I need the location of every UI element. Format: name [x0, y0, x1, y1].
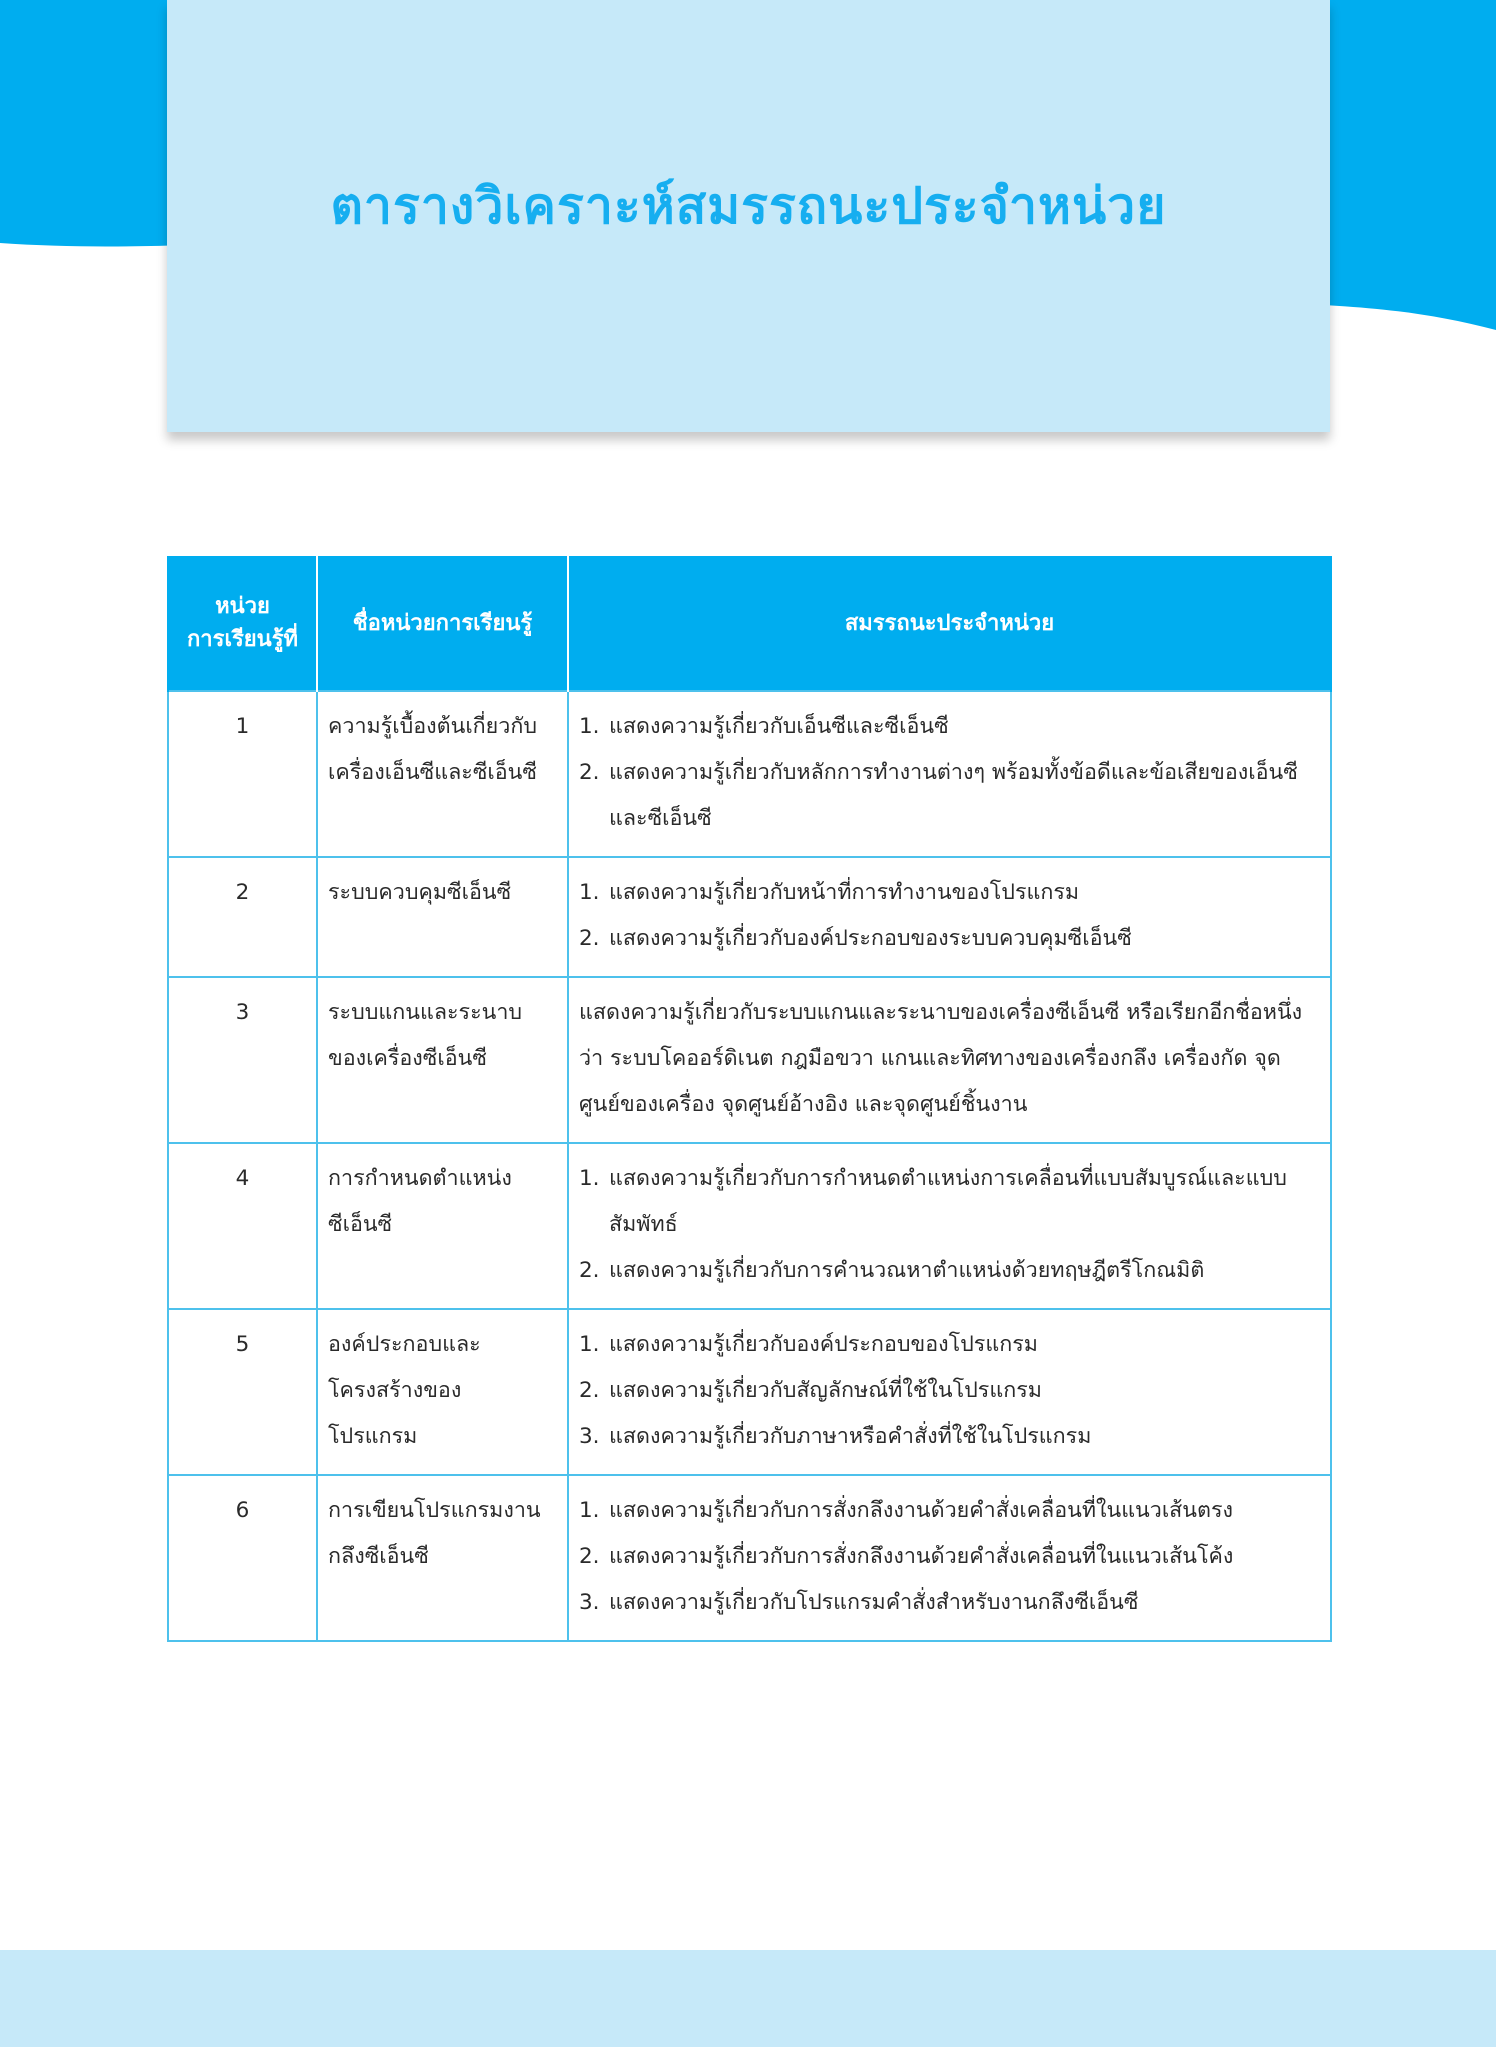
- competency-text: แสดงความรู้เกี่ยวกับองค์ประกอบของโปรแกรม: [609, 1332, 1038, 1357]
- competency-index: 2.: [579, 1378, 600, 1403]
- unit-name-cell: [317, 691, 568, 857]
- unit-name-line: กลึงซีเอ็นซี: [328, 1544, 429, 1569]
- competency-text: แสดงความรู้เกี่ยวกับการคำนวณหาตำแหน่งด้วยทฤษฎีตรีโกณมิติ: [609, 1258, 1205, 1283]
- table-row: [168, 691, 1331, 857]
- unit-name-line: เครื่องเอ็นซีและซีเอ็นซี: [328, 760, 537, 785]
- unit-name-line: ระบบควบคุมซีเอ็นซี: [328, 880, 512, 905]
- competency-index: 1.: [579, 880, 600, 905]
- competency-list: [579, 1322, 1320, 1460]
- table-row: [168, 977, 1331, 1143]
- competency-text: แสดงความรู้เกี่ยวกับองค์ประกอบของระบบควบคุมซีเอ็นซี: [609, 926, 1132, 951]
- table-body: [168, 691, 1331, 1641]
- unit-name-cell: [317, 1309, 568, 1475]
- unit-name-cell: [317, 857, 568, 977]
- competency-index: 1.: [579, 1332, 600, 1357]
- competency-table-container: [167, 556, 1330, 1642]
- header-competency: สมรรถนะประจำหน่วย: [568, 556, 1331, 691]
- competency-text: แสดงความรู้เกี่ยวกับหน้าที่การทำงานของโปรแกรม: [609, 880, 1080, 905]
- competency-index: 2.: [579, 1544, 600, 1569]
- competency-item: [579, 1534, 1320, 1580]
- competency-index: 1.: [579, 1498, 600, 1523]
- unit-number-cell: 1: [168, 691, 317, 857]
- competency-item: [579, 1488, 1320, 1534]
- unit-name-line: การเขียนโปรแกรมงาน: [328, 1498, 541, 1523]
- competency-list: [579, 1156, 1320, 1294]
- unit-name-line: ของเครื่องซีเอ็นซี: [328, 1046, 487, 1071]
- unit-number-cell: 6: [168, 1475, 317, 1641]
- competency-index: 1.: [579, 714, 600, 739]
- competency-cell: [568, 857, 1331, 977]
- competency-item: [579, 704, 1320, 750]
- competency-item: [579, 1368, 1320, 1414]
- competency-index: 2.: [579, 926, 600, 951]
- table-header-row: [168, 556, 1331, 691]
- competency-text: แสดงความรู้เกี่ยวกับการกำหนดตำแหน่งการเคลื่อนที่แบบสัมบูรณ์และแบบสัมพัทธ์: [609, 1166, 1287, 1237]
- footer-band: [0, 1950, 1496, 2047]
- competency-index: 1.: [579, 1166, 600, 1191]
- unit-name-cell: [317, 1475, 568, 1641]
- competency-cell: [568, 1309, 1331, 1475]
- table-row: [168, 1475, 1331, 1641]
- unit-name-cell: [317, 1143, 568, 1309]
- competency-text: แสดงความรู้เกี่ยวกับสัญลักษณ์ที่ใช้ในโปรแกรม: [609, 1378, 1042, 1403]
- page-title: ตารางวิเคราะห์สมรรถนะประจำหน่วย: [330, 176, 1167, 235]
- unit-name-line: โครงสร้างของ: [328, 1378, 462, 1403]
- competency-item: [579, 1248, 1320, 1294]
- competency-text: แสดงความรู้เกี่ยวกับการสั่งกลึงงานด้วยคำสั่งเคลื่อนที่ในแนวเส้นโค้ง: [609, 1544, 1234, 1569]
- competency-item: [579, 1580, 1320, 1626]
- unit-name-cell: [317, 977, 568, 1143]
- competency-item: [579, 750, 1320, 842]
- title-card: [167, 0, 1330, 432]
- competency-item: [579, 870, 1320, 916]
- competency-text: แสดงความรู้เกี่ยวกับการสั่งกลึงงานด้วยคำสั่งเคลื่อนที่ในแนวเส้นตรง: [609, 1498, 1234, 1523]
- unit-name-line: การกำหนดตำแหน่ง: [328, 1166, 512, 1191]
- competency-item: [579, 1414, 1320, 1460]
- competency-cell: [568, 1475, 1331, 1641]
- competency-list: [579, 1488, 1320, 1626]
- competency-item: [579, 916, 1320, 962]
- unit-name-line: ความรู้เบื้องต้นเกี่ยวกับ: [328, 714, 538, 739]
- competency-index: 2.: [579, 760, 600, 785]
- table-row: [168, 1143, 1331, 1309]
- competency-index: 3.: [579, 1590, 600, 1615]
- competency-index: 3.: [579, 1424, 600, 1449]
- table-row: [168, 1309, 1331, 1475]
- unit-name-line: โปรแกรม: [328, 1424, 418, 1449]
- header-unit-line2: การเรียนรู้ที่: [186, 627, 299, 652]
- competency-text: แสดงความรู้เกี่ยวกับระบบแกนและระนาบของเครื่องซีเอ็นซี หรือเรียกอีกชื่อหนึ่งว่า ระบบโคออร์ดิเนต กฎมือขวา แกนและทิศทางของเครื่องกลึง เครื่องกัด จุดศูนย์ของเครื่อง จุดศูนย์อ้างอิง และจุดศูนย์ชิ้นงาน: [579, 1000, 1303, 1117]
- competency-list: [579, 704, 1320, 842]
- competency-item: [579, 1322, 1320, 1368]
- competency-item: [579, 1156, 1320, 1248]
- competency-text: แสดงความรู้เกี่ยวกับภาษาหรือคำสั่งที่ใช้ในโปรแกรม: [609, 1424, 1092, 1449]
- unit-name-line: องค์ประกอบและ: [328, 1332, 481, 1357]
- competency-text: แสดงความรู้เกี่ยวกับหลักการทำงานต่างๆ พร้อมทั้งข้อดีและข้อเสียของเอ็นซีและซีเอ็นซี: [609, 760, 1298, 831]
- competency-text: แสดงความรู้เกี่ยวกับเอ็นซีและซีเอ็นซี: [609, 714, 949, 739]
- competency-index: 2.: [579, 1258, 600, 1283]
- competency-list: [579, 870, 1320, 962]
- unit-number-cell: 5: [168, 1309, 317, 1475]
- header-unit-line1: หน่วย: [215, 594, 270, 619]
- table-row: [168, 857, 1331, 977]
- unit-name-line: ระบบแกนและระนาบ: [328, 1000, 523, 1025]
- competency-table: [167, 556, 1332, 1642]
- competency-cell: [568, 691, 1331, 857]
- competency-cell: [568, 977, 1331, 1143]
- unit-number-cell: 2: [168, 857, 317, 977]
- unit-number-cell: 4: [168, 1143, 317, 1309]
- competency-text: แสดงความรู้เกี่ยวกับโปรแกรมคำสั่งสำหรับงานกลึงซีเอ็นซี: [609, 1590, 1139, 1615]
- unit-name-line: ซีเอ็นซี: [328, 1212, 393, 1237]
- unit-number-cell: 3: [168, 977, 317, 1143]
- header-unit-name: ชื่อหน่วยการเรียนรู้: [317, 556, 568, 691]
- competency-cell: [568, 1143, 1331, 1309]
- header-unit-number: [168, 556, 317, 691]
